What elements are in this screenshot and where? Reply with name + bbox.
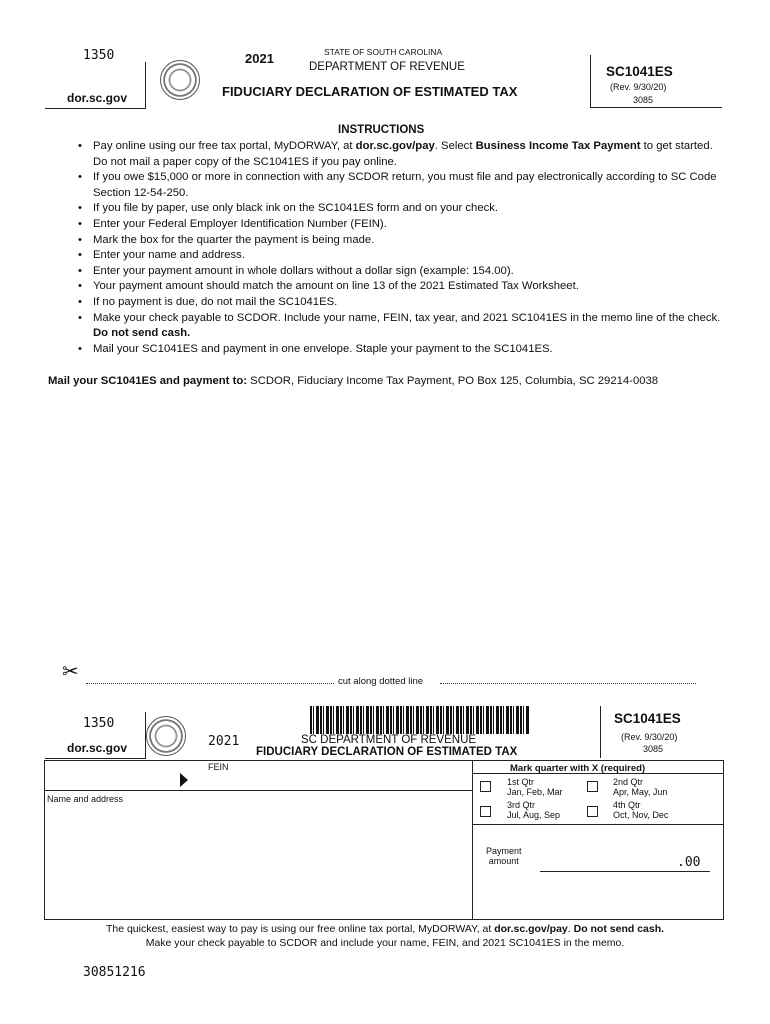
- quarter-1-checkbox[interactable]: [480, 781, 491, 792]
- mailing-instructions: Mail your SC1041ES and payment to: SCDOR, Fiduciary Income Tax Payment, PO Box 125, Columbia, SC 29214-0038: [48, 375, 659, 387]
- voucher-form-id: SC1041ES: [614, 711, 681, 726]
- arrow-right-icon: [180, 773, 188, 787]
- form-number: 1350: [83, 48, 115, 63]
- list-item: • Mark the box for the quarter the payment is being made.: [78, 233, 728, 249]
- list-item: • Enter your payment amount in whole dollars without a dollar sign (example: 154.00).: [78, 264, 728, 280]
- quarter-3-label: 3rd Qtr Jul, Aug, Sep: [507, 800, 561, 820]
- list-item: • Pay online using our free tax portal, MyDORWAY, at dor.sc.gov/pay. Select Business Income Tax Payment to get started. Do not mail a paper copy of the SC1041ES if you pay online.: [78, 139, 728, 170]
- list-item: • If you owe $15,000 or more in connection with any SCDOR return, you must file and pay electronically according to SC Code Section 12-54-250.: [78, 170, 728, 201]
- voucher-department: SC DEPARTMENT OF REVENUE: [301, 734, 477, 746]
- quarter-2-label: 2nd Qtr Apr, May, Jun: [613, 777, 668, 797]
- instructions-list: [78, 139, 728, 357]
- voucher-title: FIDUCIARY DECLARATION OF ESTIMATED TAX: [256, 746, 518, 758]
- scan-code: 30851216: [83, 965, 146, 980]
- voucher-form-number: 1350: [83, 716, 115, 731]
- voucher-year: 2021: [208, 734, 240, 749]
- department-name: DEPARTMENT OF REVENUE: [309, 61, 465, 73]
- tax-year: 2021: [245, 51, 274, 66]
- voucher-revision: (Rev. 9/30/20): [621, 732, 678, 742]
- quarter-4-label: 4th Qtr Oct, Nov, Dec: [613, 800, 669, 820]
- cut-instruction: cut along dotted line: [338, 676, 424, 687]
- list-item: • Your payment amount should match the amount on line 13 of the 2021 Estimated Tax Worksheet.: [78, 279, 728, 295]
- list-item: • Enter your name and address.: [78, 248, 728, 264]
- website: dor.sc.gov: [67, 91, 128, 105]
- instructions-heading: INSTRUCTIONS: [338, 124, 425, 136]
- revision: (Rev. 9/30/20): [610, 82, 667, 92]
- voucher-seal-icon: [146, 716, 186, 756]
- list-item: • Enter your Federal Employer Identification Number (FEIN).: [78, 217, 728, 233]
- quarter-2-checkbox[interactable]: [587, 781, 598, 792]
- list-item: • If you file by paper, use only black ink on the SC1041ES form and on your check.: [78, 201, 728, 217]
- fein-label: FEIN: [208, 762, 229, 772]
- state-name: STATE OF SOUTH CAROLINA: [324, 47, 443, 57]
- barcode: [310, 706, 530, 734]
- fein-input[interactable]: [196, 770, 468, 788]
- payment-amount-label: Payment amount: [486, 846, 522, 866]
- quarter-3-checkbox[interactable]: [480, 806, 491, 817]
- list-item: • Mail your SC1041ES and payment in one envelope. Staple your payment to the SC1041ES.: [78, 342, 728, 358]
- scissors-icon: ✂: [62, 661, 79, 683]
- name-address-label: Name and address: [47, 794, 124, 804]
- quarter-4-checkbox[interactable]: [587, 806, 598, 817]
- form-code: 3085: [633, 95, 654, 105]
- list-item: • Make your check payable to SCDOR. Include your name, FEIN, tax year, and 2021 SC1041ES in the memo line of the check. Do not send cash.: [78, 311, 728, 342]
- footer-line-1: The quickest, easiest way to pay is using our free online tax portal, MyDORWAY, at dor.sc.gov/pay. Do not send cash.: [105, 923, 665, 935]
- quarter-heading: Mark quarter with X (required): [510, 763, 646, 774]
- form-id: SC1041ES: [606, 64, 673, 79]
- payment-cents: .00: [677, 855, 701, 870]
- form-title: FIDUCIARY DECLARATION OF ESTIMATED TAX: [222, 84, 518, 99]
- voucher-website: dor.sc.gov: [67, 741, 128, 755]
- voucher-code: 3085: [643, 744, 664, 754]
- state-seal-icon: [160, 60, 200, 100]
- footer-line-2: Make your check payable to SCDOR and include your name, FEIN, and 2021 SC1041ES in the memo.: [145, 937, 625, 949]
- list-item: • If no payment is due, do not mail the SC1041ES.: [78, 295, 728, 311]
- quarter-1-label: 1st Qtr Jan, Feb, Mar: [507, 777, 563, 797]
- name-address-input[interactable]: [48, 806, 468, 916]
